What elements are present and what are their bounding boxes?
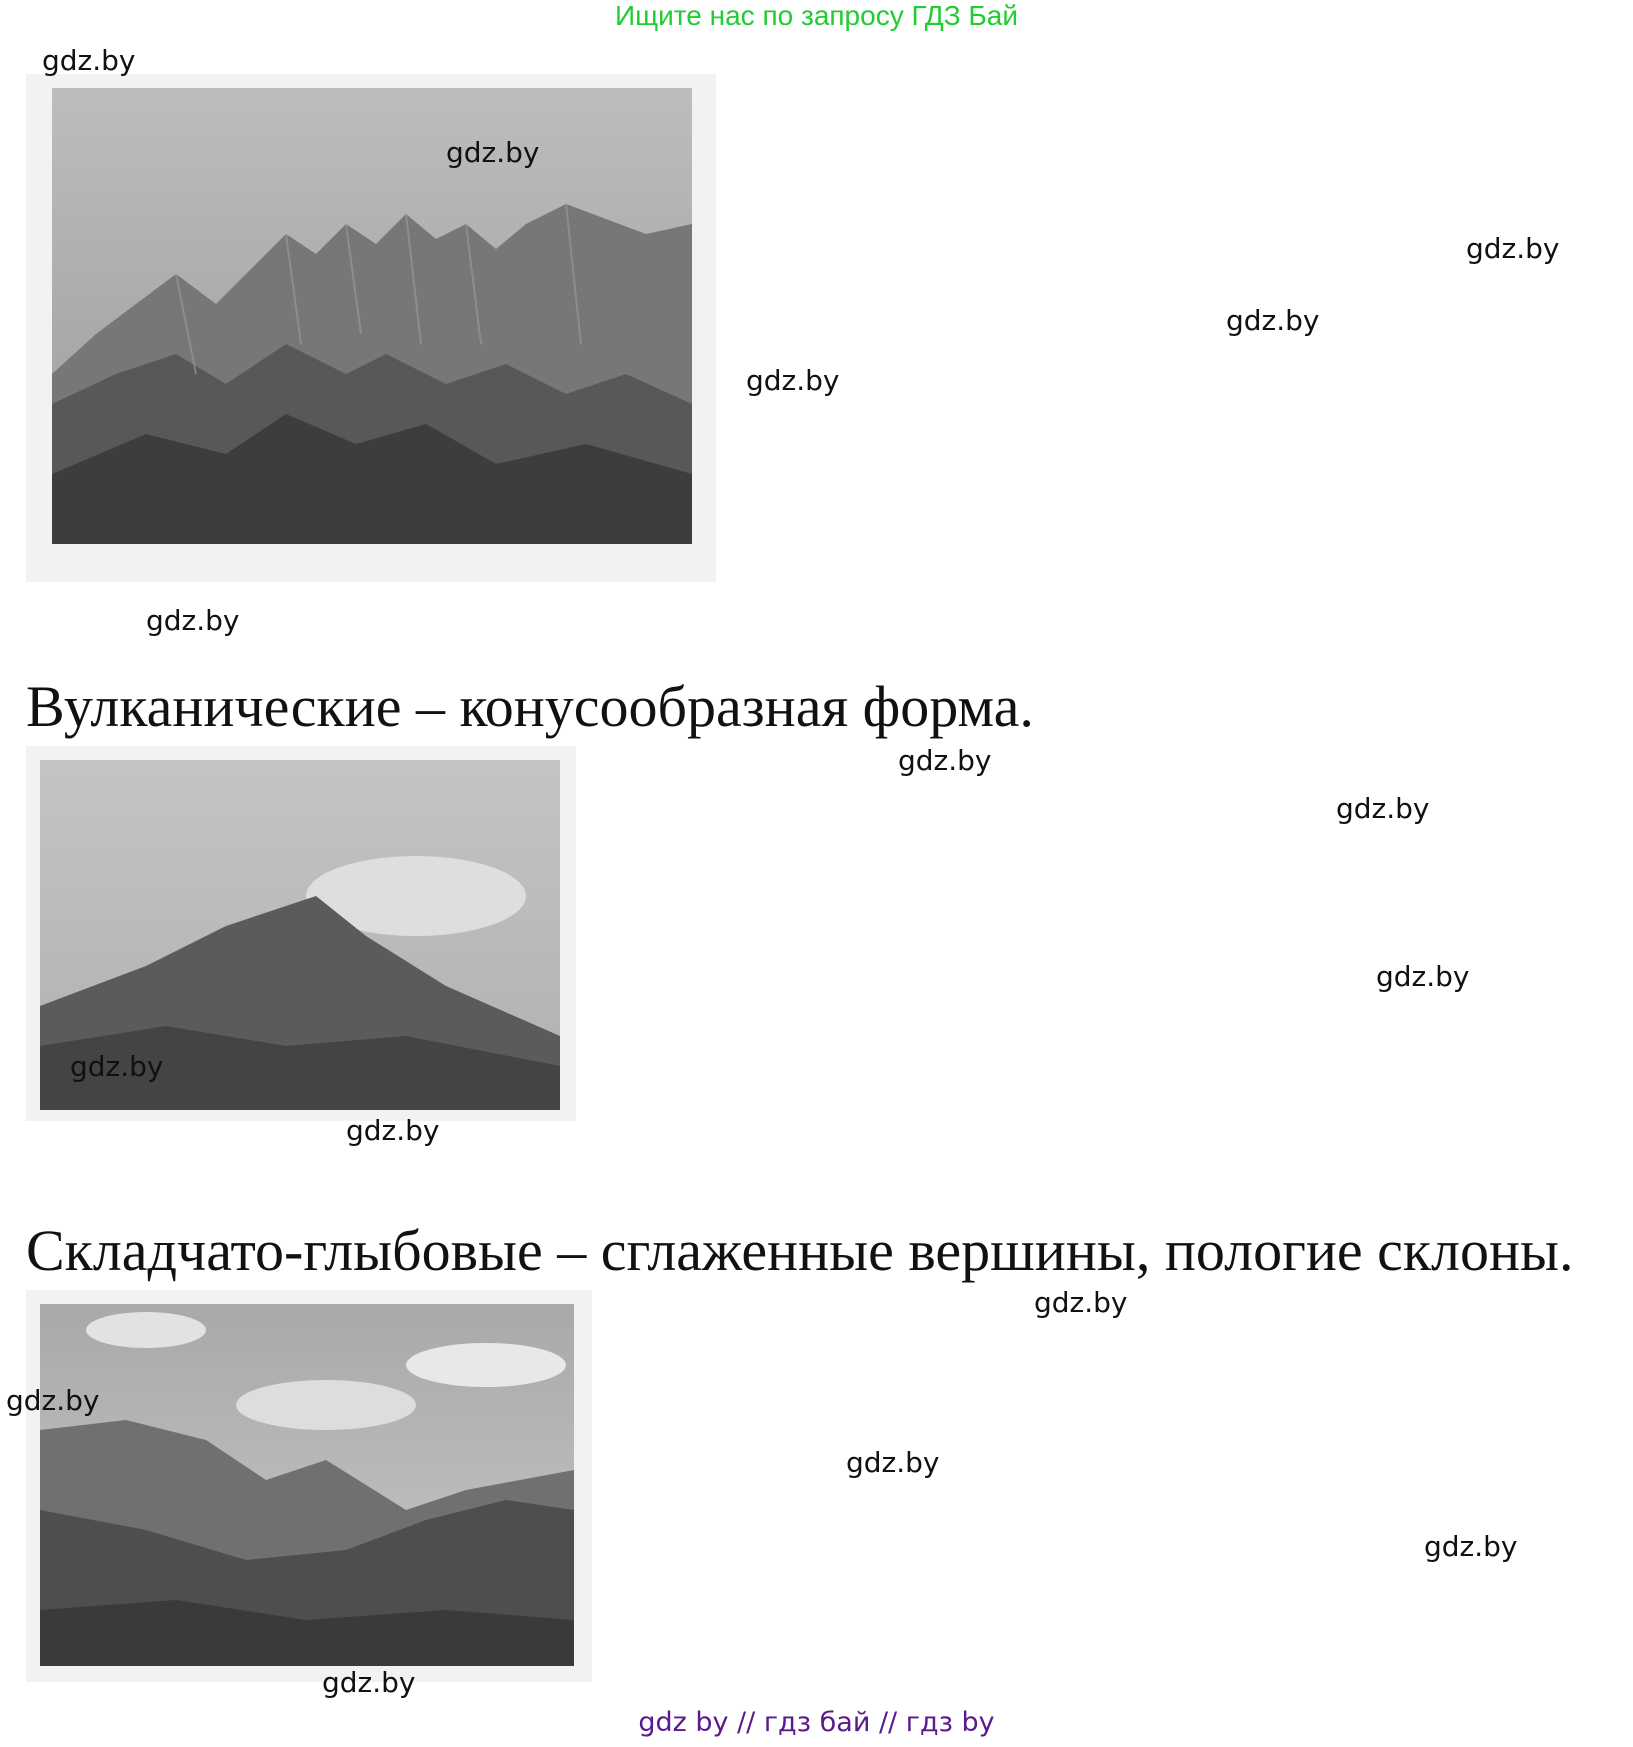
search-hint-banner: Ищите нас по запросу ГДЗ Бай [614,0,1019,31]
watermark: gdz.by [746,364,840,397]
watermark: gdz.by [1466,232,1560,265]
watermark: gdz.by [1226,304,1320,337]
caption-fold-block: Складчато-глыбовые – сглаженные вершины, пологие склоны. [26,1218,1574,1283]
watermark: gdz.by [1424,1530,1518,1563]
rounded-mountains-photo-icon [26,1290,592,1682]
watermark: gdz.by [1376,960,1470,993]
watermark: gdz.by [446,136,540,169]
photo-folded-jagged-mountains [26,74,716,582]
watermark: gdz.by [42,44,136,77]
watermark: gdz.by [322,1666,416,1699]
watermark: gdz.by [346,1114,440,1147]
watermark: gdz.by [898,744,992,777]
footer-links: gdz by // гдз бай // гдз by [638,1707,995,1738]
watermark: gdz.by [1034,1286,1128,1319]
watermark: gdz.by [146,604,240,637]
mountain-range-photo-icon [26,74,716,582]
caption-volcanic: Вулканические – конусообразная форма. [26,674,1034,739]
watermark: gdz.by [6,1384,100,1417]
watermark: gdz.by [70,1050,164,1083]
watermark: gdz.by [846,1446,940,1479]
photo-fold-block-mountains [26,1290,592,1682]
watermark: gdz.by [1336,792,1430,825]
